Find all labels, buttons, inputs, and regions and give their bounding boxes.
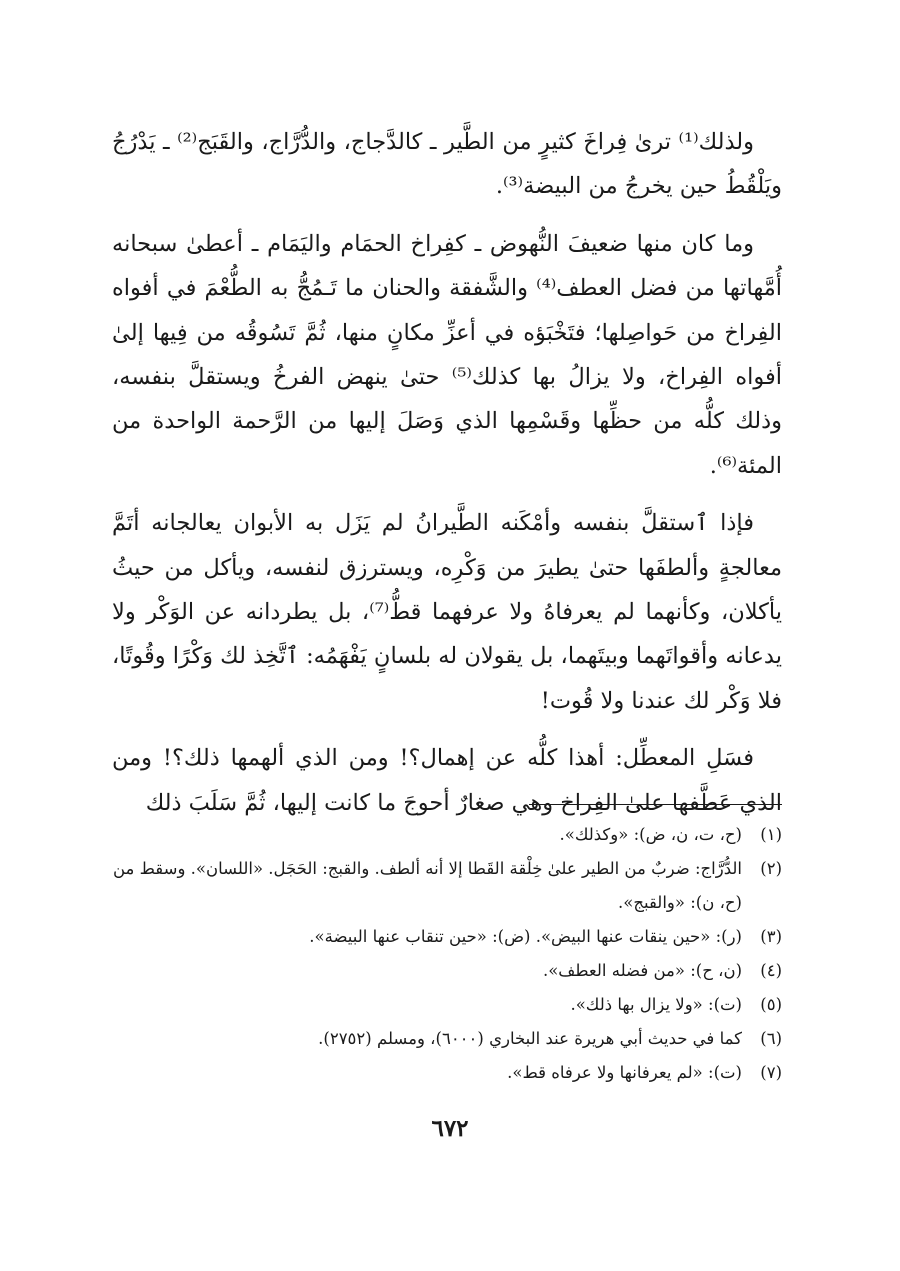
footnote-6 [112, 1022, 782, 1056]
footnote-number: (٥) [760, 995, 782, 1014]
footnote-text: (ت): «ولا يزال بها ذلك». [570, 995, 742, 1014]
footnote-number: (٦) [760, 1029, 782, 1048]
footnote-text: (ح، ت، ن، ض): «وكذلك». [559, 825, 742, 844]
footnote-text: (ر): «حين ينقات عنها البيض». (ض): «حين تنقاب عنها البيضة». [309, 927, 742, 946]
footnote-number: (٣) [760, 927, 782, 946]
footnote-text: كما في حديث أبي هريرة عند البخاري (٦٠٠٠)، ومسلم (٢٧٥٢). [318, 1029, 742, 1048]
page-number: ٦٧٢ [431, 1115, 469, 1142]
paragraph-4: فسَلِ المعطِّل: أهذا كلُّه عن إهمال؟! ومن الذي ألهمها ذلك؟! ومن الذي عَطَّفها علىٰ الفِراخ وهي صغارٌ أحوجَ ما كانت إليها، ثُمَّ سَلَبَ ذلك [112, 745, 782, 816]
paragraph-3: فإذا ٱستقلَّ بنفسه وأمْكَنه الطَّيرانُ لم يَزَل به الأبوان يعالجانه أتَمَّ معالجةٍ وألطفَها حتىٰ يطيرَ من وَكْرِه، ويسترزق لنفسه، ويأكل من حيثُ يأكلان، وكأنهما لم يعرفاهُ ولا عرفهما قطُّ⁽⁷⁾، بل يطردانه عن الوَكْر ولا يدعانه وأقواتَهما وبيتَهما، بل يقولان له بلسانٍ يَفْهَمُه: ٱتَّخِذ لك وَكْرًا وقُوتًا، فلا وَكْر لك عندنا ولا قُوت! [112, 510, 782, 714]
paragraph-2: وما كان منها ضعيفَ النُّهوض ـ كفِراخ الحمَام واليَمَام ـ أعطىٰ سبحانه أُمَّهاتها من فضل العطف⁽⁴⁾ والشَّفقة والحنان ما تَـمُجُّ به الطُّعْمَ في أفواه الفِراخ من حَواصِلها؛ فتَخْبَؤه في أعزِّ مكانٍ منها، ثُمَّ تَسُوقُه من فِيها إلىٰ أفواه الفِراخ، ولا يزالُ بها كذلك⁽⁵⁾ حتىٰ ينهض الفرخُ ويستقلَّ بنفسه، وذلك كلُّه من حظِّها وقَسْمِها الذي وَصَلَ إليها من الرَّحمة الواحدة من المئة⁽⁶⁾. [112, 230, 782, 479]
footnote-number: (١) [760, 825, 782, 844]
footnote-text: (ت): «لم يعرفانها ولا عرفاه قط». [507, 1063, 742, 1082]
paragraph-1: ولذلك⁽¹⁾ ترىٰ فِراخَ كثيرٍ من الطَّير ـ كالدَّجاج، والدُّرَّاج، والقَبَج⁽²⁾ ـ يَدْرُجُ ويَلْقُطُ حين يخرجُ من البيضة⁽³⁾. [112, 129, 782, 200]
footnote-5 [112, 988, 782, 1022]
footnote-text: (ن، ح): «من فضله العطف». [542, 961, 742, 980]
footnote-7 [112, 1056, 782, 1090]
footnote-3 [112, 920, 782, 954]
footnote-1 [112, 818, 782, 852]
footnote-text: الدُّرَّاج: ضربٌ من الطير علىٰ خِلْقة القَطا إلا أنه ألطف. والقبج: الحَجَل. «اللسان». وسقط من (ح، ن): «والقبج». [112, 859, 742, 912]
footnote-separator [529, 804, 782, 805]
footnote-number: (٢) [760, 859, 782, 878]
main-text [112, 120, 782, 838]
footnote-number: (٤) [760, 961, 782, 980]
footnote-number: (٧) [760, 1063, 782, 1082]
footnote-4 [112, 954, 782, 988]
footnote-2 [112, 852, 782, 920]
footnotes [112, 818, 782, 1090]
